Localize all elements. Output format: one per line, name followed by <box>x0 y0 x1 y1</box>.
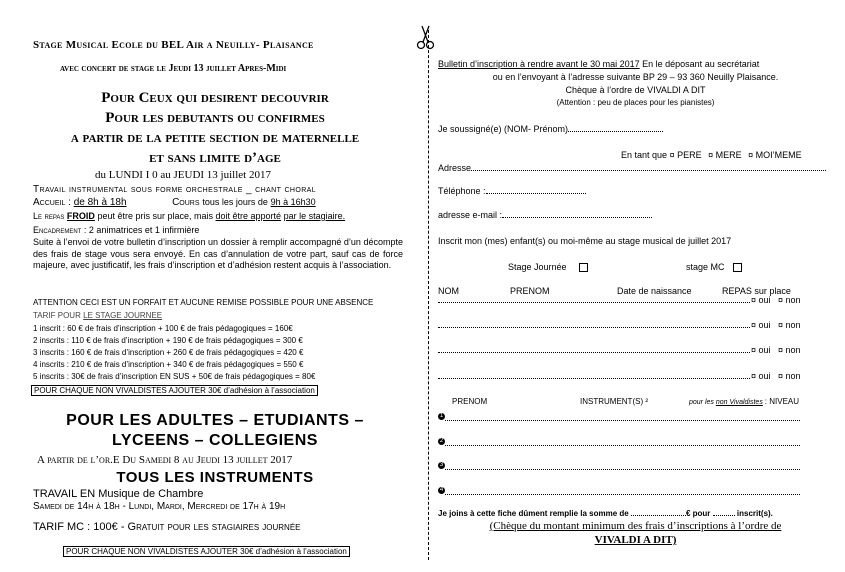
adults-title-1: POUR LES ADULTES – ETUDIANTS – <box>66 412 364 429</box>
bullet-2-icon: 2 <box>439 438 444 445</box>
non-vivaldi-note-2: POUR CHAQUE NON VIVALDISTES AJOUTER 30€ d’adhésion à l’association <box>63 546 350 557</box>
attention-forfait: ATTENTION CECI EST UN FORFAIT ET AUCUNE REMISE POSSIBLE POUR UNE ABSENCE <box>33 298 374 307</box>
pere-label: PERE <box>677 150 702 160</box>
horaires-mc: Samedi de 14h à 18h - Lundi, Mardi, Mercredi de 17h à 19h <box>33 501 286 512</box>
encadrement-line <box>33 225 199 235</box>
oui-label: oui <box>758 371 771 381</box>
title-decouvrir: Pour Ceux qui desirent decouvrir <box>101 90 329 106</box>
bulletin-address: ou en l’envoyant à l’adresse suivante BP 29 – 93 360 Neuilly Plaisance. <box>492 72 779 82</box>
bulletin-line-1 <box>438 59 759 69</box>
bulletin-pianistes: (Attention : peu de places pour les pianistes) <box>556 98 715 107</box>
en-tant-que-row <box>621 150 802 160</box>
bulletin-deadline: Bulletin d’inscription à rendre avant le 30 mai 2017 <box>438 59 640 69</box>
stage-mc-checkbox[interactable] <box>733 263 742 272</box>
stage-mc-label: stage MC <box>686 262 725 272</box>
repas-a: Le repas <box>33 211 65 221</box>
accueil-label: Accueil <box>33 197 66 208</box>
bulletin-depot: En le déposant au secrétariat <box>642 59 760 69</box>
title-debutants: Pour les debutants ou confirmes <box>105 110 325 126</box>
repas-froid: FROID <box>66 211 95 221</box>
col2-note-niveau: : NIVEAU <box>764 397 800 406</box>
soussigne-field[interactable] <box>568 131 663 132</box>
inscrit-text: Inscrit mon (mes) enfant(s) ou moi-même au stage musical de juillet 2017 <box>438 236 732 246</box>
tarif-line-1: 1 inscrit : 60 € de frais d’inscription + 100 € de frais pédagogiques = 160€ <box>33 324 293 333</box>
repas-choice-3[interactable]: ¤ oui ¤ non <box>751 345 801 355</box>
tarif-list <box>33 323 315 383</box>
col2-niveau-note <box>689 397 799 406</box>
montant-field[interactable] <box>631 509 686 516</box>
child-row-1-field[interactable] <box>438 295 750 303</box>
telephone-row <box>438 186 586 196</box>
col2-note-non-vivaldistes: non Vivaldistes <box>715 399 763 406</box>
conditions-paragraph: Suite à l’envoi de votre bulletin d’inscription un dossier à remplir accompagné d’un décompte des frais de stage vous sera envoyé. En cas d’annulation de votre part, sauf cas de force majeure, avec justificatif, les frais d’inscription et d’adhésion restent acquis à l’association. <box>33 237 403 270</box>
col2-note-a: pour les <box>689 399 714 406</box>
instrument-row-3 <box>438 457 800 475</box>
stage-journee-checkbox[interactable] <box>579 263 588 272</box>
bullet-3-icon: 3 <box>439 462 444 469</box>
bullet-1-icon: 1 <box>439 413 444 420</box>
instrument-field-1[interactable] <box>445 414 800 421</box>
encadrement-label: Encadrement <box>33 225 82 235</box>
adults-dates: A partir de l’or.E Du Samedi 8 au Jeudi 13 juillet 2017 <box>37 454 293 466</box>
soussigne-label: Je soussigné(e) (NOM- Prénom) <box>438 124 569 134</box>
email-field[interactable] <box>502 217 652 218</box>
child-row-4-field[interactable] <box>438 371 750 379</box>
non-label: non <box>785 295 801 305</box>
cheque-note-2: VIVALDI A DIT) <box>594 534 677 546</box>
repas-c: peut être pris sur place, mais <box>97 211 213 221</box>
cours-label: Cours <box>172 197 200 208</box>
joins-b: € pour <box>685 509 711 518</box>
header-concert-line: avec concert de stage le Jeudi 13 juillet Apres-Midi <box>60 63 287 74</box>
child-row-2 <box>438 320 828 330</box>
telephone-label: Téléphone : <box>438 186 486 196</box>
child-row-2-field[interactable] <box>438 320 750 328</box>
instrument-row-4 <box>438 482 800 500</box>
non-label: non <box>785 371 801 381</box>
col-nom: NOM <box>438 286 459 296</box>
stage-journee-option[interactable] <box>508 262 588 272</box>
stage-mc-option[interactable] <box>686 262 742 272</box>
cheque-note-1: (Chèque du montant minimum des frais d’inscriptions à l’ordre de <box>489 520 782 532</box>
child-row-1 <box>438 295 828 305</box>
header-stage-title: Stage Musical Ecole du BEL Air a Neuilly- Plaisance <box>33 39 314 51</box>
instrument-field-4[interactable] <box>445 488 800 495</box>
travail-instrumental: Travail instrumental sous forme orchestrale _ chant choral <box>33 184 317 195</box>
accueil-line: Accueil : de 8h à 18h Cours tous les jours de 9h à 16h30 <box>33 197 316 208</box>
repas-choice-2[interactable]: ¤ oui ¤ non <box>751 320 801 330</box>
tarif-line-3: 3 inscrits : 160 € de frais d’inscription + 260 € de frais pédagogiques = 420 € <box>33 348 304 357</box>
en-tant-que-label: En tant que <box>621 150 668 160</box>
stage-journee-label: Stage Journée <box>508 262 567 272</box>
joins-row <box>438 509 773 518</box>
bullet-4-icon: 4 <box>439 487 444 494</box>
moi-meme-option[interactable]: ¤ MOI’MEME <box>748 150 802 160</box>
non-label: non <box>785 320 801 330</box>
child-row-4 <box>438 371 828 381</box>
cours-text: tous les jours de <box>202 197 268 207</box>
stage-dates: du LUNDI I 0 au JEUDI 13 juillet 2017 <box>95 169 271 181</box>
col-prenom: PRENOM <box>510 286 550 296</box>
child-row-3 <box>438 345 828 355</box>
repas-stagiaire: par le stagiaire. <box>283 211 346 221</box>
oui-label: oui <box>758 295 771 305</box>
email-label: adresse e-mail : <box>438 210 503 220</box>
instrument-field-2[interactable] <box>445 439 800 446</box>
title-sans-limite: et sans limite d’age <box>149 150 281 166</box>
travail-chambre: TRAVAIL EN Musique de Chambre <box>33 488 204 500</box>
repas-choice-1[interactable]: ¤ oui ¤ non <box>751 295 801 305</box>
instrument-field-3[interactable] <box>445 463 800 470</box>
repas-choice-4[interactable]: ¤ oui ¤ non <box>751 371 801 381</box>
soussigne-row <box>438 124 663 134</box>
tarif-title: LE STAGE JOURNEE <box>83 311 163 320</box>
col-repas: REPAS sur place <box>722 286 791 296</box>
email-row <box>438 210 652 220</box>
joins-c: inscrit(s). <box>736 509 773 518</box>
col2-instrument: INSTRUMENT(S) ² <box>580 397 648 406</box>
bulletin-cheque: Chèque à l’ordre de VIVALDI A DIT <box>565 85 706 95</box>
col-date-naissance: Date de naissance <box>617 286 692 296</box>
oui-label: oui <box>758 345 771 355</box>
child-row-3-field[interactable] <box>438 345 750 353</box>
joins-a: Je joins à cette fiche dûment remplie la somme de <box>438 509 629 518</box>
non-vivaldi-note-1: POUR CHAQUE NON VIVALDISTES AJOUTER 30€ d’adhésion à l’association <box>31 385 318 396</box>
encadrement-text: : 2 animatrices et 1 infirmière <box>83 225 200 235</box>
adresse-field[interactable] <box>471 170 826 171</box>
oui-label: oui <box>758 320 771 330</box>
moi-meme-label: MOI’MEME <box>755 150 802 160</box>
nb-inscrits-field[interactable] <box>713 509 735 516</box>
cours-time: 9h à 16h30 <box>270 197 316 207</box>
adresse-row <box>438 163 826 173</box>
tous-instruments: TOUS LES INSTRUMENTS <box>116 469 314 486</box>
tarif-line-5: 5 inscrits : 30€ de frais d’inscription EN SUS + 50€ de frais pédagogiques = 80€ <box>33 372 316 381</box>
adults-title-2: LYCEENS – COLLEGIENS <box>112 432 318 449</box>
adresse-label: Adresse <box>438 163 472 173</box>
tarif-line-4: 4 inscrits : 210 € de frais d’inscription + 340 € de frais pédagogiques = 550 € <box>33 360 304 369</box>
tarif-label: TARIF POUR <box>33 311 81 320</box>
mere-label: MERE <box>715 150 742 160</box>
non-label: non <box>785 345 801 355</box>
mere-option[interactable]: ¤ MERE <box>708 150 742 160</box>
tarif-header <box>33 311 162 320</box>
telephone-field[interactable] <box>486 193 586 194</box>
pere-option[interactable]: ¤ PERE <box>669 150 702 160</box>
accueil-time: de 8h à 18h <box>73 197 127 208</box>
scissors-icon <box>416 24 436 55</box>
repas-apporte: doit être apporté <box>215 211 282 221</box>
tarif-line-2: 2 inscrits : 110 € de frais d’inscription + 190 € de frais pédagogiques = 300 € <box>33 336 303 345</box>
tarif-mc: TARIF MC : 100€ - Gratuit pour les stagiaires journée <box>33 521 301 533</box>
instrument-row-2 <box>438 433 800 451</box>
repas-line <box>33 211 345 221</box>
instrument-row-1 <box>438 408 800 426</box>
title-maternelle: a partir de la petite section de maternelle <box>70 130 360 146</box>
cut-line <box>428 30 429 560</box>
col2-prenom: PRENOM <box>452 397 488 406</box>
